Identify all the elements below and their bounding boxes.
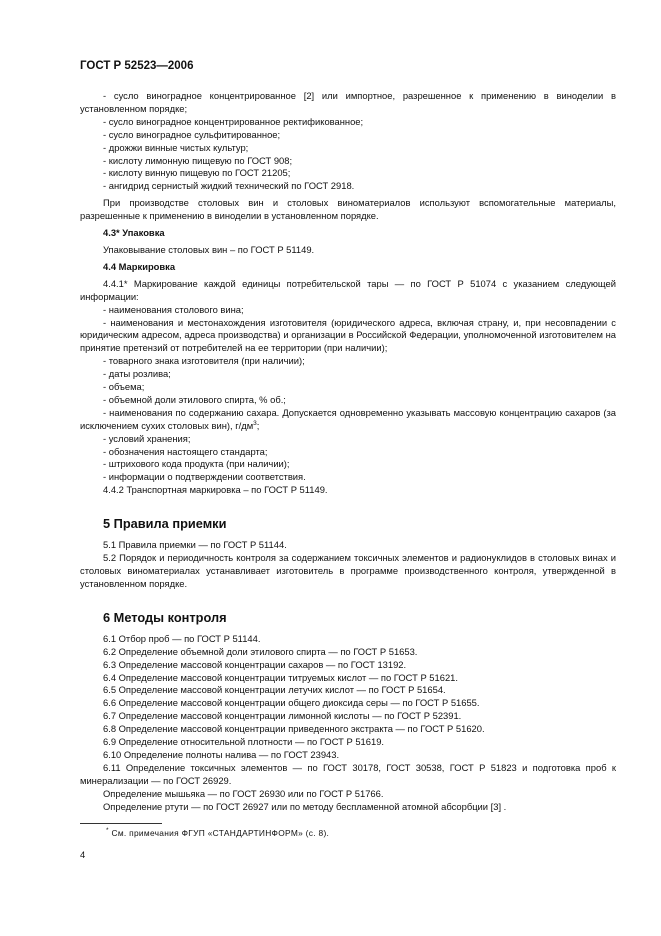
footnote — [106, 828, 616, 838]
paragraph: Определение ртути — по ГОСТ 26927 или по методу беспламенной атомной абсорбции [3] . — [103, 800, 507, 812]
paragraph: 4.4.2 Транспортная маркировка – по ГОСТ Р 51149. — [103, 484, 328, 496]
footnote-mark: * — [106, 826, 109, 834]
paragraph: - дрожжи винные чистых культур; — [103, 141, 249, 153]
page-number: 4 — [80, 849, 86, 860]
footnote-text: См. примечания ФГУП «СТАНДАРТИНФОРМ» (с. 8). — [108, 827, 330, 838]
paragraph: - ангидрид сернистый жидкий технический по ГОСТ 2918. — [103, 180, 355, 192]
paragraph: 5.1 Правила приемки — по ГОСТ Р 51144. — [103, 539, 287, 551]
paragraph: - условий хранения; — [103, 432, 191, 444]
paragraph-text: - наименования по содержанию сахара. Допускается одновременно указывать массовую концентрацию сахаров (за исключением сухих столовых вин), г/дм — [80, 406, 616, 431]
document-body — [80, 90, 616, 814]
paragraph: При производстве столовых вин и столовых виноматериалов используют вспомогательные материалы, разрешенные к применению в виноделии в установленном порядке. — [80, 197, 616, 222]
paragraph: - кислоту лимонную пищевую по ГОСТ 908; — [103, 154, 293, 166]
paragraph-tail: ; — [256, 419, 260, 431]
paragraph: 6.11 Определение токсичных элементов — по ГОСТ 30178, ГОСТ 30538, ГОСТ Р 51823 и подготовка проб к минерализации — по ГОСТ 26929. — [80, 761, 616, 786]
paragraph — [80, 407, 616, 433]
paragraph: 6.4 Определение массовой концентрации титруемых кислот — по ГОСТ Р 51621. — [103, 671, 458, 683]
paragraph: 6.1 Отбор проб — по ГОСТ Р 51144. — [103, 632, 261, 644]
paragraph: 6.9 Определение относительной плотности — по ГОСТ Р 51619. — [103, 736, 385, 748]
paragraph: - объема; — [103, 381, 145, 393]
document-page — [80, 60, 616, 838]
section-heading: 5 Правила приемки — [103, 516, 227, 532]
paragraph: 6.5 Определение массовой концентрации летучих кислот — по ГОСТ Р 51654. — [103, 684, 446, 696]
paragraph: 6.6 Определение массовой концентрации общего диоксида серы — по ГОСТ Р 51655. — [103, 697, 480, 709]
paragraph: Упаковывание столовых вин – по ГОСТ Р 51149. — [103, 243, 315, 255]
paragraph: - кислоту винную пищевую по ГОСТ 21205; — [103, 167, 291, 179]
footnote-separator — [80, 823, 162, 824]
paragraph: - наименования столового вина; — [103, 303, 244, 315]
paragraph: 4.4.1* Маркирование каждой единицы потребительской тары — по ГОСТ Р 51074 с указанием следующей информации: — [80, 277, 616, 302]
paragraph: - объемной доли этилового спирта, % об.; — [103, 393, 286, 405]
paragraph: - товарного знака изготовителя (при наличии); — [103, 355, 305, 367]
subsection-heading: 4.4 Маркировка — [103, 260, 176, 272]
paragraph: - информации о подтверждении соответствия. — [103, 471, 306, 483]
paragraph: 6.8 Определение массовой концентрации приведенного экстракта — по ГОСТ Р 51620. — [103, 723, 485, 735]
paragraph: 6.10 Определение полноты налива — по ГОСТ 23943. — [103, 748, 340, 760]
paragraph: - сусло виноградное концентрированное [2] или импортное, разрешенное к применению в виноделии в установленном порядке; — [80, 90, 616, 114]
subsection-heading: 4.3* Упаковка — [103, 227, 165, 239]
superscript: 3 — [253, 419, 257, 427]
paragraph: - даты розлива; — [103, 368, 171, 380]
paragraph: - обозначения настоящего стандарта; — [103, 445, 268, 457]
paragraph: - сусло виноградное концентрированное ректификованное; — [103, 115, 364, 127]
document-header: ГОСТ Р 52523—2006 — [80, 60, 194, 72]
paragraph: 6.3 Определение массовой концентрации сахаров — по ГОСТ 13192. — [103, 658, 407, 670]
paragraph: - штрихового кода продукта (при наличии); — [103, 458, 290, 470]
section-heading: 6 Методы контроля — [103, 609, 227, 625]
paragraph: Определение мышьяка — по ГОСТ 26930 или по ГОСТ Р 51766. — [103, 787, 384, 799]
paragraph: - сусло виноградное сульфитированное; — [103, 128, 281, 140]
paragraph: 6.7 Определение массовой концентрации лимонной кислоты — по ГОСТ Р 52391. — [103, 710, 462, 722]
paragraph: 6.2 Определение объемной доли этилового спирта — по ГОСТ Р 51653. — [103, 645, 418, 657]
paragraph: 5.2 Порядок и периодичность контроля за содержанием токсичных элементов и радионуклидов в столовых винах и столовых виноматериалах устанавливает изготовитель в программе производственного контроля, утвержденной в установленном порядке. — [80, 552, 616, 589]
paragraph: - наименования и местонахождения изготовителя (юридического адреса, включая страну, и, при несовпадении с юридическим адресом, адреса производства) и организации в Российской Федерации, уполномоченной изготовителем на принятие претензий от потребителей на ее территории (при наличии); — [80, 316, 616, 354]
